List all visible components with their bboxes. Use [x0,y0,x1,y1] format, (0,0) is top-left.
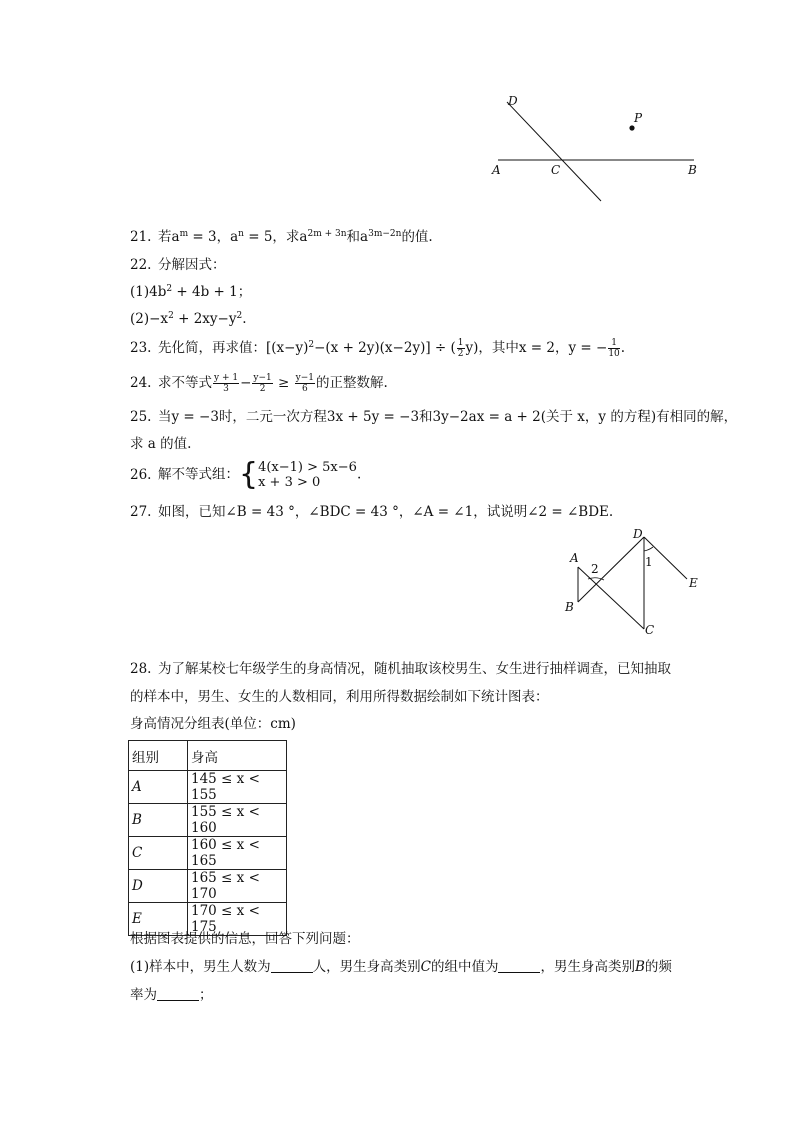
question-number: 25. [130,409,152,425]
label-a: A [570,551,579,565]
fraction: $\frac{1}{2}$ [457,338,464,359]
q28-line-1: 为了解某校七年级学生的身高情况，随机抽取该校男生、女生进行抽样调查，已知抽取 [158,661,671,677]
q28-prompt-text: 根据图表提供的信息，回答下列问题： [130,931,360,947]
q22-p1-exp: 2 [166,284,173,294]
figure-lines-ab-cd [480,88,720,208]
q21-text: = 3，a [188,229,239,245]
q22-p2-exp: 2 [236,311,243,321]
label-c: C [551,163,561,177]
q26-text: 解不等式组： [158,466,239,483]
q25-line-1: 当y = −3时，二元一次方程3x + 5y = −3和3y−2ax = a + 2(关于 x，y 的方程)有相同的解， [158,409,738,425]
label-e: E [689,576,698,590]
height-group-table [128,740,287,936]
table-cell-group: E [129,903,188,936]
q22-p2-text: . [242,311,247,327]
table-cell-group: B [129,804,188,837]
question-number: 21. [130,229,152,245]
q23-text: 先化简，再求值：[(x−y) [158,340,309,356]
table-cell-height: 170 ≤ x < 175 [188,903,287,936]
question-25-line-2 [130,435,191,453]
q22-p1-text: (1)4b [130,284,167,300]
q21-text: 的值. [401,229,433,245]
q21-text: 和a [346,229,369,245]
angle-arc-1 [644,547,653,551]
label-b: B [565,600,574,614]
question-21 [130,228,433,246]
q28-subquestion-1 [130,958,672,976]
q28-s1-text: 人，男生身高类别 [312,959,421,975]
q24-text: − [240,375,252,391]
question-number: 26. [130,466,152,483]
label-1: 1 [645,555,653,569]
q28-s1-text: 的组中值为 [430,959,499,975]
table-row [129,771,287,804]
q28-s2-text: ； [199,987,213,1003]
q21-exp: m [179,229,189,239]
question-28-line-2 [130,688,549,706]
question-number: 22. [130,257,152,273]
question-26 [130,457,362,492]
q28-s1-var: B [634,959,645,975]
label-2: 2 [591,562,599,576]
line-cd [507,102,601,201]
q23-exp: 2 [308,340,315,350]
q22-text: 分解因式： [158,257,226,273]
segment-ac [578,567,644,629]
fraction: $\frac{y-1}{6}$ [295,373,315,394]
q25-line-2: 求 a 的值. [130,436,192,452]
q27-text: 如图，已知∠B = 43 °，∠BDC = 43 °，∠A = ∠1，试说明∠2 = ∠BDE. [158,504,614,520]
q21-exp: n [238,229,244,239]
table-header-cell: 组别 [129,741,188,771]
question-25 [130,408,737,426]
answer-blank[interactable] [271,958,313,973]
brace-symbol: { [239,457,259,492]
table-cell-group: A [129,771,188,804]
q28-s1-text: ，男生身高类别 [540,959,635,975]
question-number: 27. [130,504,152,520]
q22-p2-text: + 2xy−y [173,311,237,327]
q21-exp: 2m + 3n [307,229,347,239]
inequality-system: 4(x−1) > 5x−6 x + 3 > 0 [258,460,357,490]
table-cell-height: 165 ≤ x < 170 [188,870,287,903]
table-title [130,715,296,733]
q24-text: 求不等式 [158,375,212,391]
question-24 [130,373,388,394]
question-22 [130,256,226,274]
q24-text: 的正整数解. [316,375,388,391]
table-cell-height: 155 ≤ x < 160 [188,804,287,837]
answer-blank[interactable] [498,958,540,973]
question-28 [130,660,671,678]
table-header-row [129,741,287,771]
answer-blank[interactable] [157,986,199,1001]
table-row [129,870,287,903]
table-row [129,837,287,870]
question-23 [130,338,625,359]
question-number: 23. [130,340,152,356]
question-27 [130,503,613,521]
label-d: D [633,527,643,541]
question-number: 28. [130,661,152,677]
fraction: $\frac{1}{10}$ [608,338,620,359]
q28-s1-text: (1)样本中，男生人数为 [130,959,271,975]
fraction: $\frac{y + 1}{3}$ [214,373,239,394]
fraction: $\frac{y-1}{2}$ [253,373,272,394]
point-p [629,125,634,130]
label-b: B [688,163,697,177]
q24-text: ≥ [273,375,294,391]
question-22-part-2 [130,310,247,328]
q23-text: y)，其中x = 2，y = − [465,340,608,356]
table-header-cell: 身高 [188,741,287,771]
q21-text: 若a [158,229,180,245]
q28-s1-var: C [420,959,431,975]
q23-text: −(x + 2y)(x−2y)] ÷ ( [314,340,456,356]
table-title-text: 身高情况分组表(单位：cm) [130,716,296,732]
question-number: 24. [130,375,152,391]
question-22-part-1 [130,283,251,301]
q28-s2-text: 率为 [130,987,157,1003]
q21-text: = 5，求a [243,229,308,245]
label-a: A [492,163,501,177]
label-p: P [634,111,643,125]
figure-angles [560,522,710,642]
table-cell-height: 145 ≤ x < 155 [188,771,287,804]
q28-s1-text: 的频 [644,959,672,975]
label-d: D [508,94,518,108]
q22-p2-text: (2)−x [130,311,169,327]
q23-text: . [620,340,626,356]
label-c: C [645,623,655,637]
table-cell-group: D [129,870,188,903]
table-row [129,804,287,837]
q26-end: . [356,466,362,483]
q28-subquestion-1-cont [130,986,213,1004]
segment-bd [578,537,644,602]
q28-line-2: 的样本中，男生、女生的人数相同，利用所得数据绘制如下统计图表： [130,689,549,705]
q21-exp: 3m−2n [368,229,402,239]
table-cell-group: C [129,837,188,870]
q22-p1-text: + 4b + 1； [172,284,252,300]
q28-prompt [130,930,360,948]
q22-p2-exp: 2 [168,311,174,321]
table-cell-height: 160 ≤ x < 165 [188,837,287,870]
